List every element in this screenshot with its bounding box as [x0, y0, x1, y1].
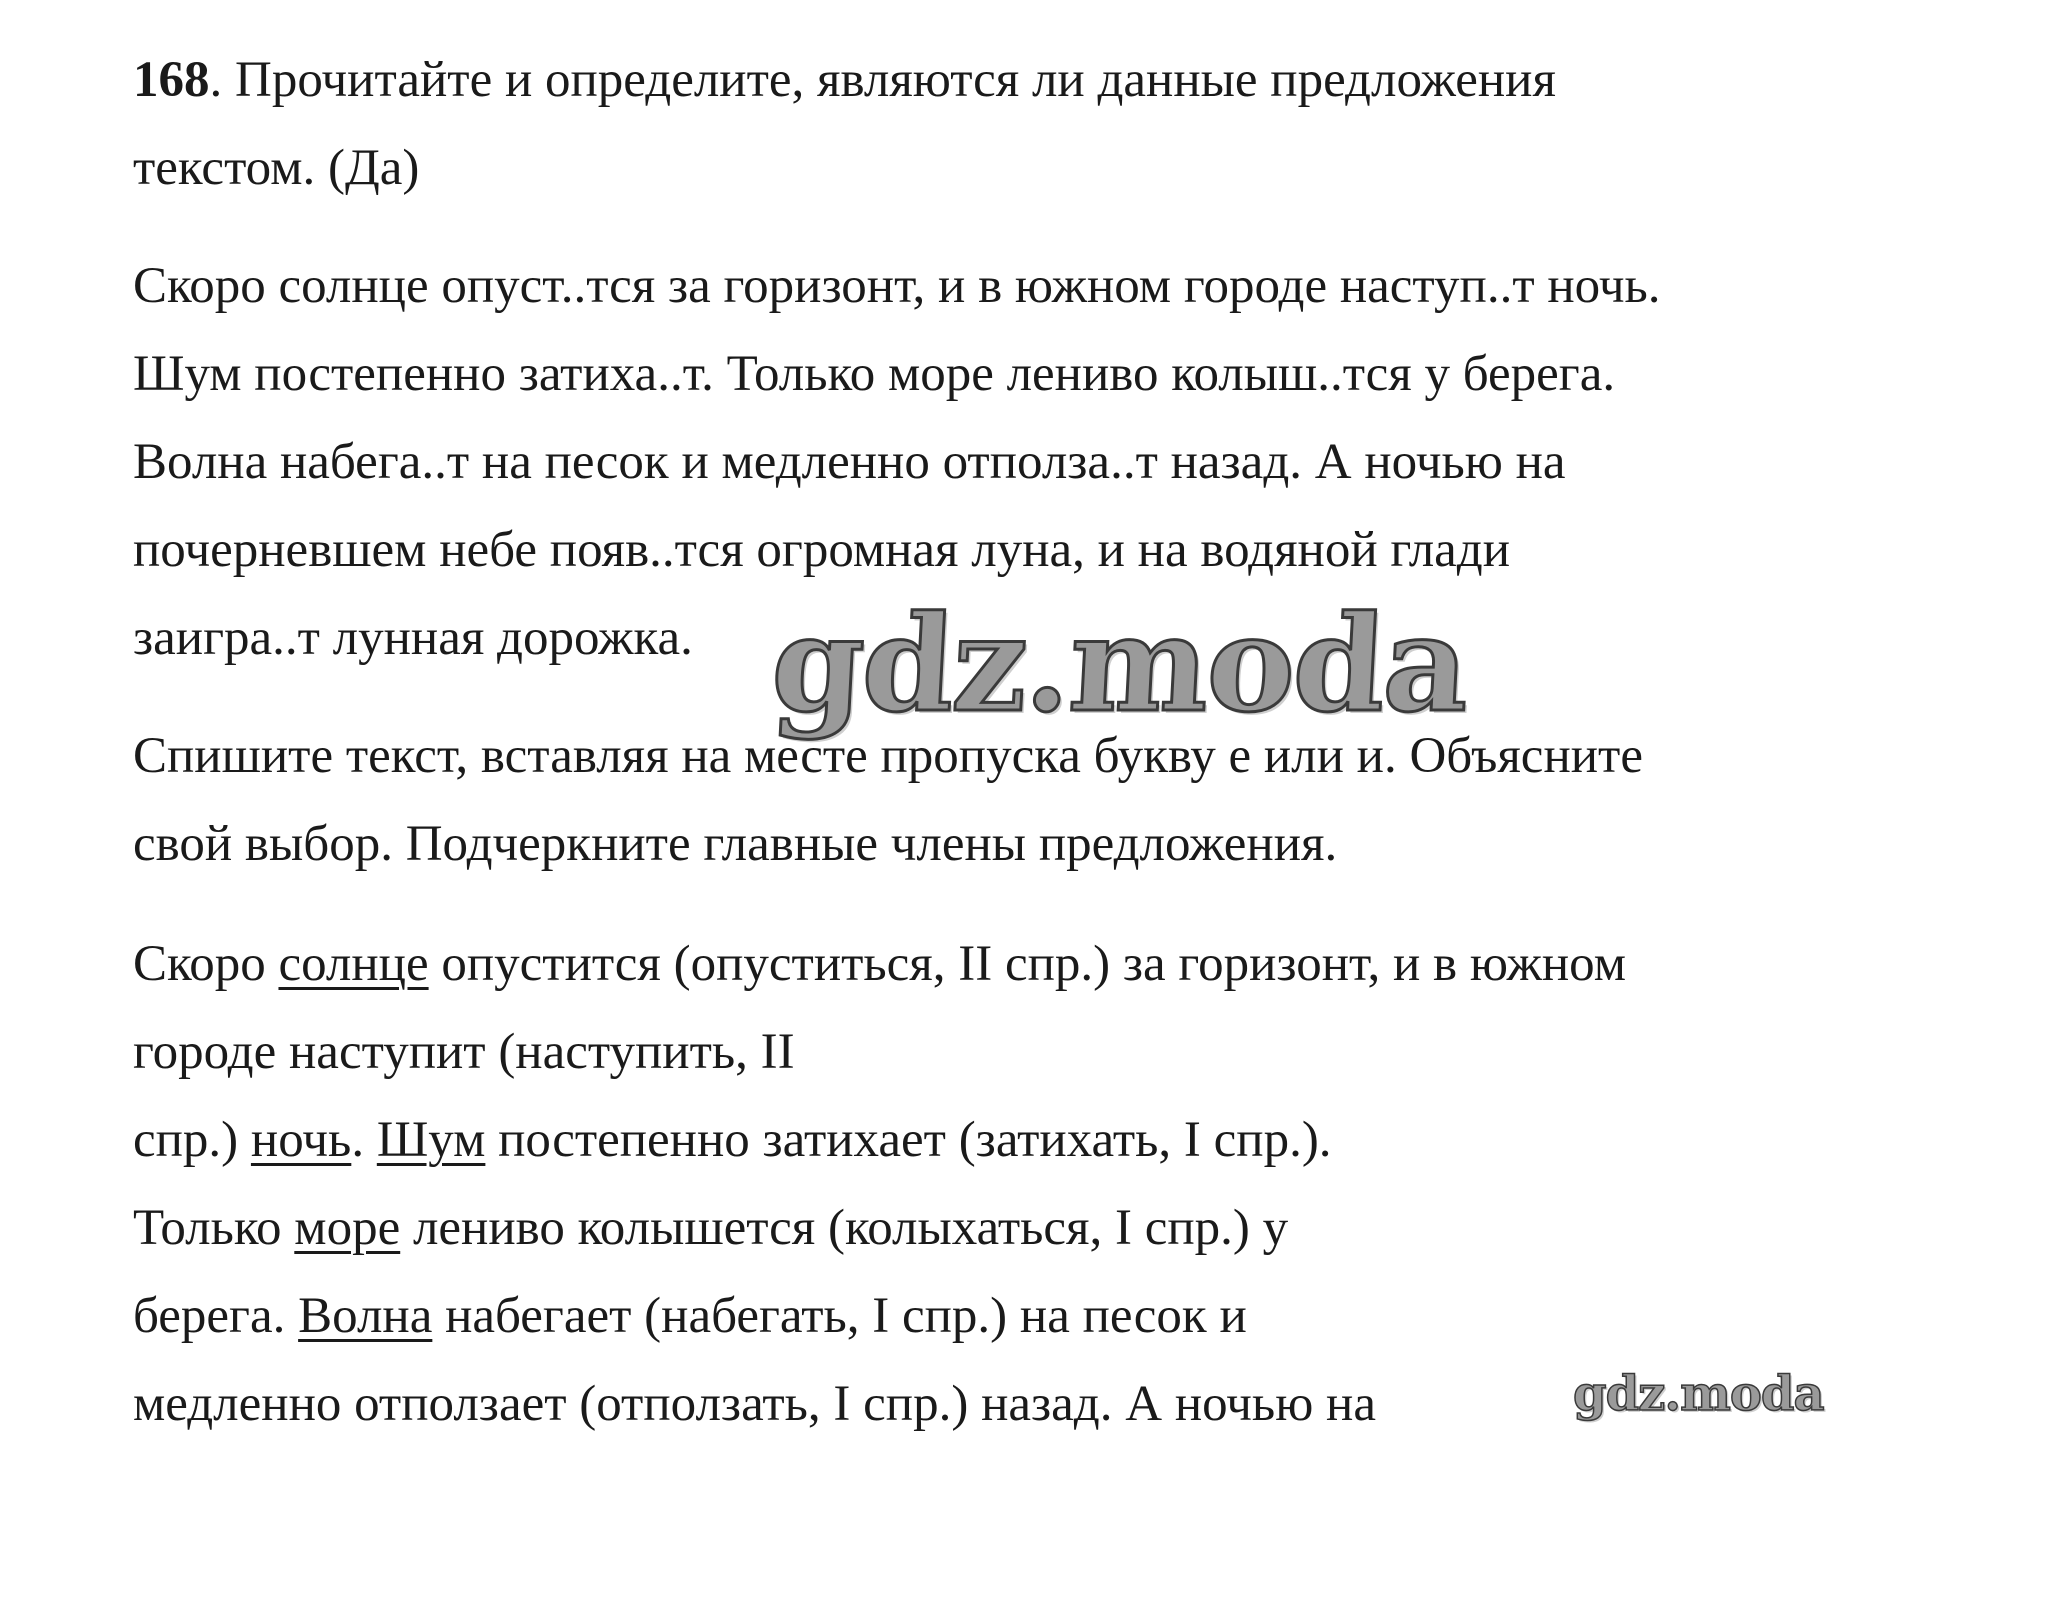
instruction-line: свой выбор. Подчеркните главные члены предложения.	[133, 816, 1338, 872]
answer-line-5	[133, 1286, 1247, 1346]
answer-text: Только	[133, 1200, 295, 1256]
answer-text: берега.	[133, 1288, 299, 1344]
underlined-subject: солнце	[278, 936, 429, 992]
answer-line-6: медленно отползает (отползать, I спр.) назад. А ночью на	[133, 1376, 1376, 1432]
underlined-subject: море	[294, 1200, 401, 1256]
task-header-line-2: текстом. (Да)	[133, 140, 420, 196]
answer-text: набегает (набегать, I спр.) на песок и	[432, 1288, 1247, 1344]
answer-line-2: городе наступит (наступить, II	[133, 1024, 795, 1080]
instruction-line: Спишите текст, вставляя на месте пропуска букву е или и. Объясните	[133, 728, 1643, 784]
underlined-subject: Шум	[376, 1112, 486, 1168]
passage-line: Волна набега..т на песок и медленно отполза..т назад. А ночью на	[133, 434, 1566, 490]
watermark-logo-small: gdz.moda	[1573, 1366, 1824, 1422]
passage-line: заигра..т лунная дорожка.	[133, 610, 693, 666]
task-header-line-1	[133, 50, 1556, 110]
underlined-subject: ночь	[250, 1112, 352, 1168]
underlined-subject: Волна	[298, 1288, 433, 1344]
task-number: 168	[133, 52, 210, 108]
answer-text: опустится (опуститься, II спр.) за горизонт, и в южном	[428, 936, 1626, 992]
answer-line-3	[133, 1110, 1332, 1170]
passage-line: почерневшем небе появ..тся огромная луна, и на водяной глади	[133, 522, 1511, 578]
task-text: . Прочитайте и определите, являются ли данные предложения	[209, 52, 1556, 108]
passage-line: Скоро солнце опуст..тся за горизонт, и в южном городе наступ..т ночь.	[133, 258, 1661, 314]
answer-text: .	[351, 1112, 377, 1168]
answer-text: постепенно затихает (затихать, I спр.).	[485, 1112, 1332, 1168]
answer-text: Скоро	[133, 936, 279, 992]
answer-line-1	[133, 934, 1626, 994]
passage-line: Шум постепенно затиха..т. Только море лениво колыш..тся у берега.	[133, 346, 1616, 402]
answer-line-4	[133, 1198, 1288, 1258]
watermark-logo: gdz.moda	[767, 587, 1472, 742]
answer-text: лениво колышется (колыхаться, I спр.) у	[400, 1200, 1289, 1256]
answer-text: спр.)	[133, 1112, 251, 1168]
